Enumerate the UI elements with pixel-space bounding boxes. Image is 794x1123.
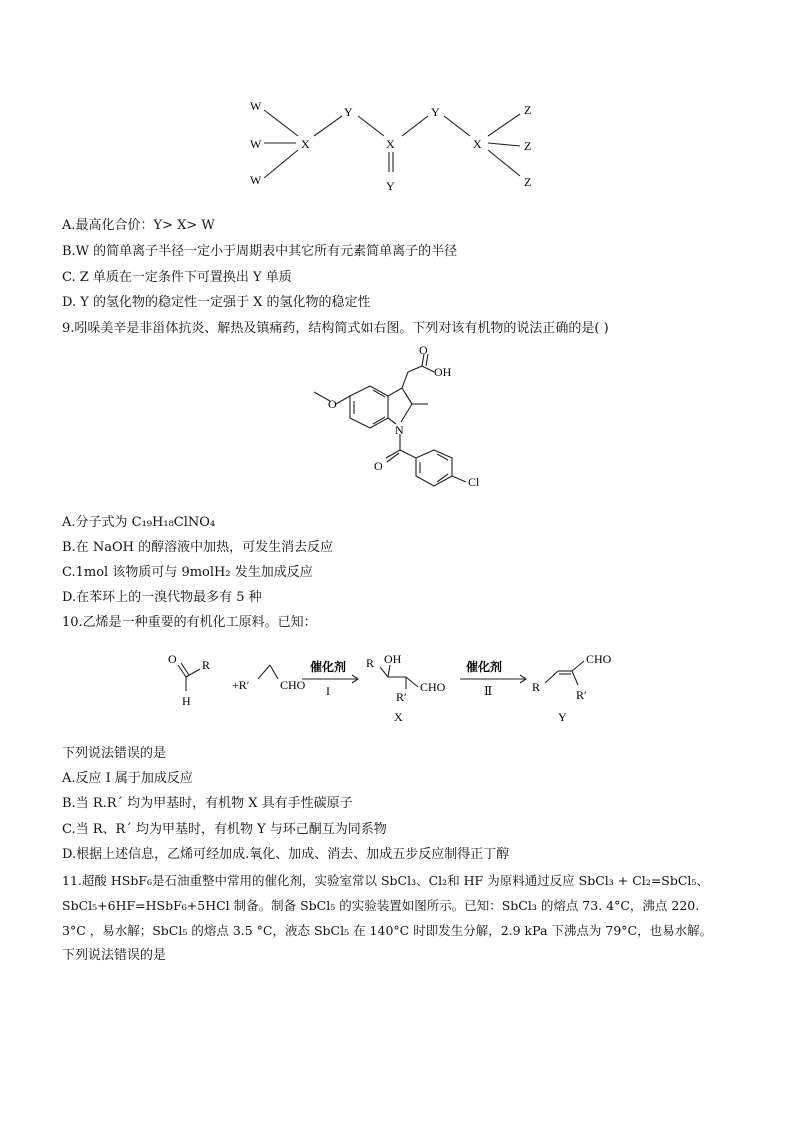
atom-y-3: Y	[386, 179, 395, 193]
atom-w-2: W	[250, 137, 262, 151]
r1-r: R	[202, 658, 211, 672]
q11-ask: 下列说法错误的是	[62, 948, 167, 963]
x-cho: CHO	[420, 680, 446, 694]
q8-option-b: B.W 的简单离子半径一定小于周期表中其它所有元素简单离子的半径	[62, 244, 458, 259]
q8-option-d: D. Y 的氢化物的稳定性一定强于 X 的氢化物的稳定性	[62, 295, 371, 310]
atom-x-1: X	[301, 137, 310, 151]
q9-option-b: B.在 NaOH 的醇溶液中加热，可发生消去反应	[62, 540, 334, 555]
catalyst-2: 催化剂	[466, 660, 503, 674]
q10-ask: 下列说法错误的是	[62, 746, 167, 761]
indomethacin-structure	[300, 346, 500, 496]
atom-w-1: W	[250, 99, 262, 113]
x-label: X	[394, 710, 403, 724]
y-cho: CHO	[586, 652, 612, 666]
y-label: Y	[558, 710, 567, 724]
q9-option-c: C.1mol 该物质可与 9molH₂ 发生加成反应	[62, 565, 313, 580]
q10-reaction-scheme	[160, 643, 640, 725]
atom-y-2: Y	[431, 105, 440, 119]
step-1: I	[326, 684, 330, 698]
q11-line-3: 3°C ，易水解；SbCl₅ 的熔点 3.5 °C，液态 SbCl₅ 在 140°C 时即发生分解，2.9 kPa 下沸点为 79°C，也易水解。	[62, 923, 713, 938]
y-r: R	[532, 680, 541, 694]
atom-y-1: Y	[344, 105, 353, 119]
reactant2-r: +R′	[232, 678, 250, 692]
q8-option-a: A.最高化合价：Y> X> W	[62, 218, 215, 233]
q9-option-a: A.分子式为 C₁₉H₁₈ClNO₄	[62, 515, 216, 530]
q10-option-c: C.当 R、R´ 均为甲基时，有机物 Y 与环己酮互为同系物	[62, 822, 387, 837]
q10-stem: 10.乙烯是一种重要的有机化工原料。已知：	[62, 615, 317, 630]
struct-oh: OH	[434, 365, 452, 379]
q9-option-d: D.在苯环上的一溴代物最多有 5 种	[62, 590, 262, 605]
atom-z-1: Z	[524, 103, 532, 117]
q10-option-d: D.根据上述信息，乙烯可经加成.氧化、加成、消去、加成五步反应制得正丁醇	[62, 847, 510, 862]
atom-z-3: Z	[524, 175, 532, 189]
x-oh: OH	[384, 652, 402, 666]
struct-o-amide: O	[374, 459, 383, 473]
atom-w-3: W	[250, 173, 262, 187]
x-r: R	[366, 656, 375, 670]
catalyst-1: 催化剂	[310, 660, 347, 674]
q10-option-a: A.反应 I 属于加成反应	[62, 771, 193, 786]
q11-line-1: 11.超酸 HSbF₆是石油重整中常用的催化剂，实验室常以 SbCl₃、Cl₂和 HF 为原料通过反应 SbCl₃ + Cl₂=SbCl₅、	[62, 873, 709, 888]
r1-h: H	[182, 694, 191, 708]
atom-x-2: X	[386, 137, 395, 151]
y-rp: R′	[576, 688, 587, 702]
step-2: Ⅱ	[484, 684, 493, 698]
q10-option-b: B.当 R.R´ 均为甲基时，有机物 X 具有手性碳原子	[62, 796, 353, 811]
atom-x-3: X	[473, 137, 482, 151]
q8-option-c: C. Z 单质在一定条件下可置换出 Y 单质	[62, 270, 292, 285]
struct-o-carbonyl: O	[419, 346, 428, 357]
q9-stem: 9.吲哚美辛是非甾体抗炎、解热及镇痛药，结构简式如右图。下列对该有机物的说法正确的是( )	[62, 321, 609, 336]
q8-structure-figure	[230, 92, 560, 200]
struct-n: N	[395, 423, 404, 437]
atom-z-2: Z	[524, 139, 532, 153]
reactant2-cho: CHO	[280, 678, 306, 692]
q11-line-2: SbCl₅+6HF=HSbF₆+5HCl 制备。制备 SbCl₅ 的实验装置如图所示。已知：SbCl₃ 的熔点 73. 4°C，沸点 220.	[62, 898, 700, 913]
r1-o: O	[168, 652, 177, 666]
struct-cl: Cl	[468, 475, 480, 489]
struct-o-methoxy: O	[328, 397, 337, 411]
x-rp: R′	[396, 690, 407, 704]
